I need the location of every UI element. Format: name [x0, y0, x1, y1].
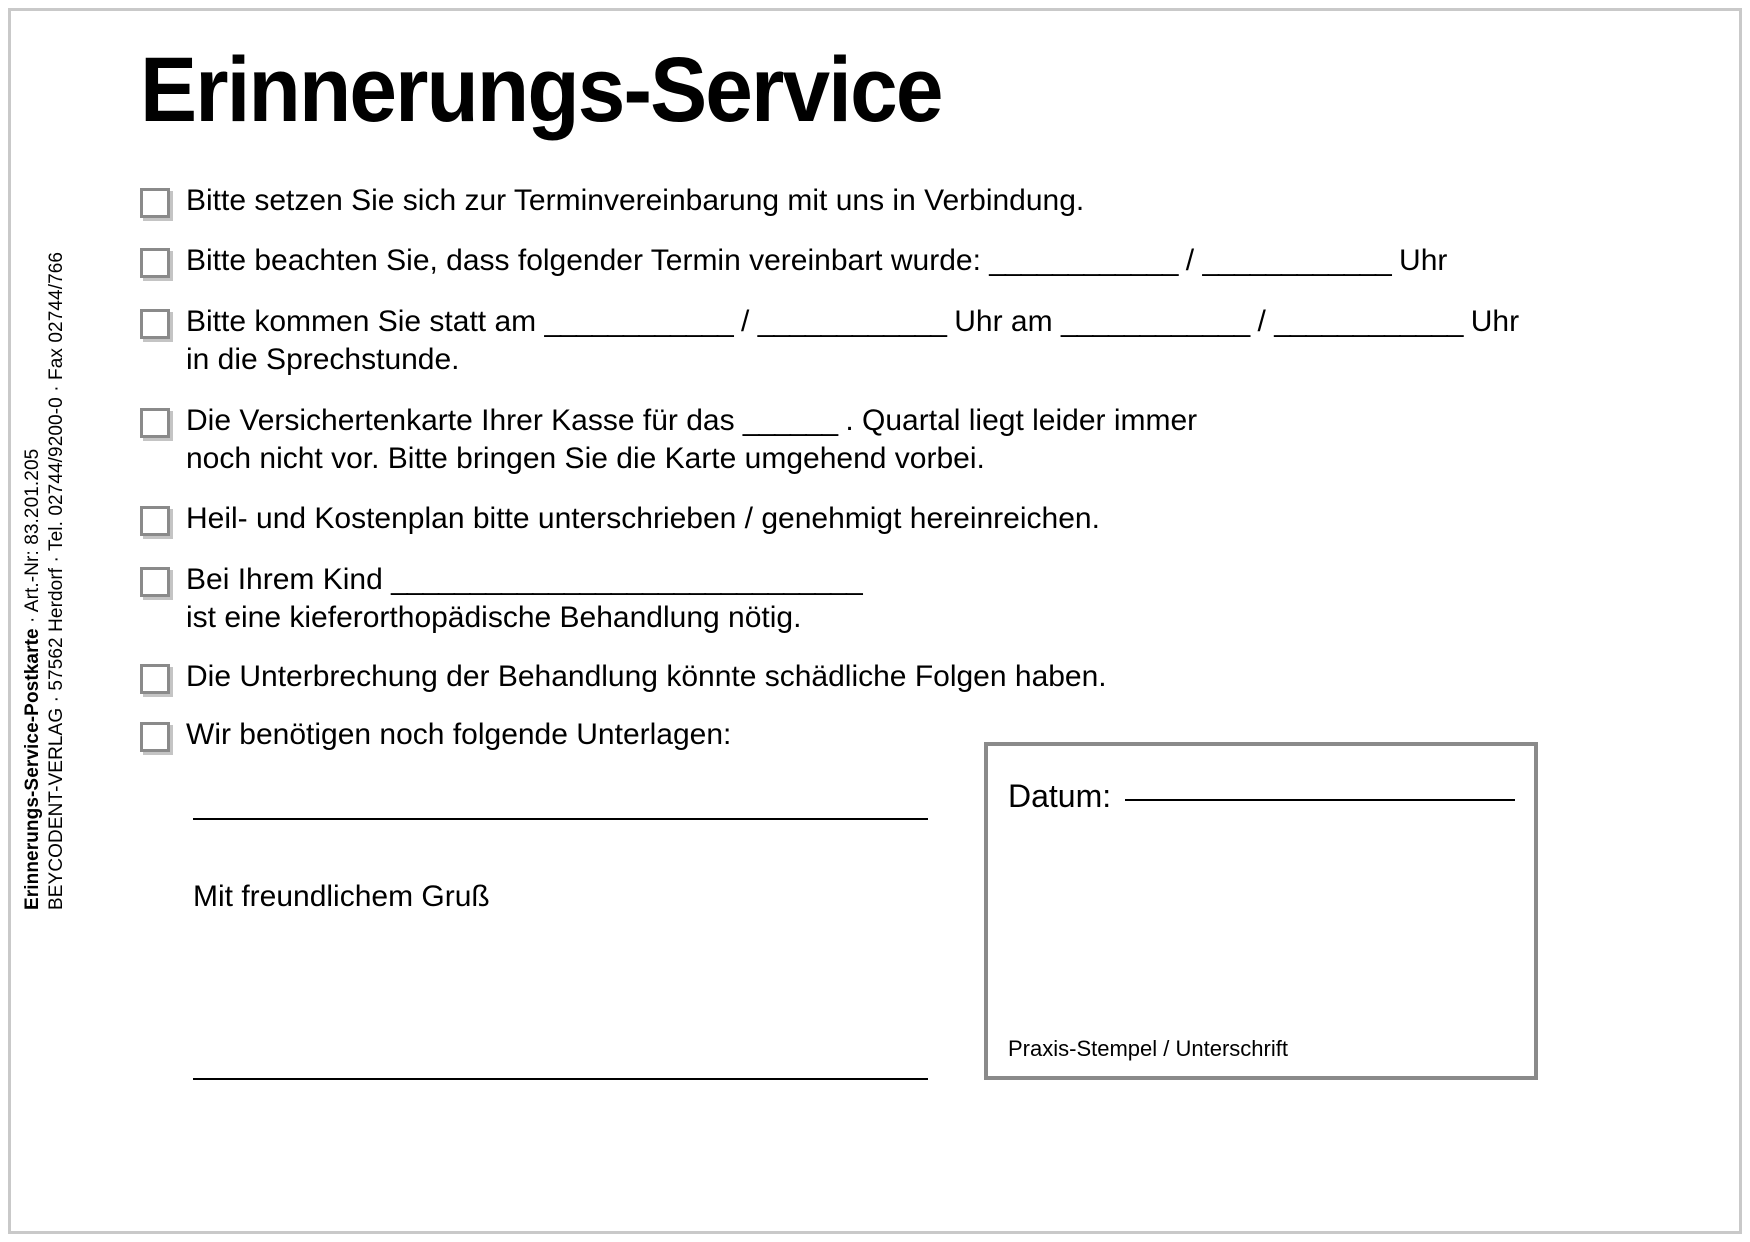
- text-middle: Uhr am: [945, 304, 1061, 338]
- list-item-unterbrechung[interactable]: [140, 658, 1570, 696]
- blank-quarter-field[interactable]: ______: [742, 403, 838, 437]
- practice-stamp-box[interactable]: [984, 742, 1538, 1080]
- imprint-product-name: Erinnerungs-Service-Postkarte: [22, 628, 43, 910]
- list-item-versichertenkarte[interactable]: [140, 402, 1570, 479]
- checkbox-unterlagen[interactable]: [140, 722, 170, 752]
- date-label: Datum:: [1008, 778, 1112, 814]
- date-input-line[interactable]: [1125, 799, 1515, 801]
- list-item-label-line2: noch nicht vor. Bitte bringen Sie die Karte umgehend vorbei.: [186, 441, 985, 475]
- blank-old-time-field[interactable]: ____________: [757, 304, 946, 338]
- text-prefix: Bei Ihrem Kind: [186, 562, 392, 596]
- text-prefix: Bitte kommen Sie statt am: [186, 304, 545, 338]
- checkbox-unterbrechung[interactable]: [140, 664, 170, 694]
- list-item-kind-kfo[interactable]: [140, 561, 1570, 638]
- blank-time-field[interactable]: ____________: [1202, 244, 1391, 278]
- imprint-line-1: [23, 449, 42, 910]
- list-item-label: [186, 242, 1570, 280]
- list-item-label: [186, 303, 1570, 380]
- checklist: [140, 182, 1570, 754]
- checkbox-termin-vereinbart[interactable]: [140, 248, 170, 278]
- date-row: [1008, 778, 1515, 815]
- list-item-label: Heil- und Kostenplan bitte unterschrieben / genehmigt hereinreichen.: [186, 502, 1100, 536]
- list-item-label: Die Unterbrechung der Behandlung könnte schädliche Folgen haben.: [186, 659, 1107, 693]
- text-prefix: Die Versichertenkarte Ihrer Kasse für das: [186, 403, 743, 437]
- list-item-label: Bitte setzen Sie sich zur Terminvereinbarung mit uns in Verbindung.: [186, 184, 1085, 217]
- text-separator: /: [1249, 304, 1275, 338]
- text-suffix: . Quartal liegt leider immer: [837, 403, 1198, 437]
- blank-child-name-field[interactable]: ______________________________: [391, 562, 862, 596]
- blank-new-date-field[interactable]: ____________: [1060, 304, 1250, 338]
- list-item-label: Wir benötigen noch folgende Unterlagen:: [186, 717, 732, 751]
- text-separator: /: [1177, 244, 1203, 278]
- list-item-termin-kontakt[interactable]: [140, 182, 1570, 220]
- stamp-caption: Praxis-Stempel / Unterschrift: [1008, 1036, 1288, 1061]
- page-title: Erinnerungs-Service: [140, 39, 942, 141]
- list-item-termin-vereinbart[interactable]: [140, 242, 1570, 280]
- list-item-termin-verschoben[interactable]: [140, 303, 1570, 380]
- text-prefix: Bitte beachten Sie, dass folgender Termin vereinbart wurde:: [186, 244, 990, 278]
- text-separator: /: [732, 304, 758, 338]
- checkbox-kind-kfo[interactable]: [140, 567, 170, 597]
- list-item-label-line2: ist eine kieferorthopädische Behandlung nötig.: [186, 601, 802, 635]
- imprint-strip: [16, 210, 86, 910]
- list-item-label-line2: in die Sprechstunde.: [186, 343, 460, 377]
- signature-write-line[interactable]: [193, 1078, 928, 1080]
- text-suffix: Uhr: [1462, 304, 1520, 338]
- list-item-heil-kostenplan[interactable]: [140, 500, 1570, 538]
- imprint-article-number: · Art.-Nr: 83.201.205: [22, 448, 43, 629]
- checkbox-termin-verschoben[interactable]: [140, 309, 170, 339]
- checkbox-heil-kostenplan[interactable]: [140, 506, 170, 536]
- list-item-label: [186, 402, 1570, 479]
- blank-new-time-field[interactable]: ____________: [1274, 304, 1463, 338]
- checkbox-termin-kontakt[interactable]: [140, 188, 170, 218]
- list-item-label: [186, 561, 1570, 638]
- documents-write-line-1[interactable]: [193, 818, 928, 820]
- blank-date-field[interactable]: ____________: [989, 244, 1178, 278]
- blank-old-date-field[interactable]: ____________: [544, 304, 733, 338]
- imprint-line-2: BEYCODENT-VERLAG · 57562 Herdorf · Tel. 02744/9200-0 · Fax 02744/766: [46, 251, 67, 910]
- greeting-text: Mit freundlichem Gruß: [193, 880, 490, 913]
- checkbox-versichertenkarte[interactable]: [140, 408, 170, 438]
- text-suffix: Uhr: [1390, 244, 1448, 278]
